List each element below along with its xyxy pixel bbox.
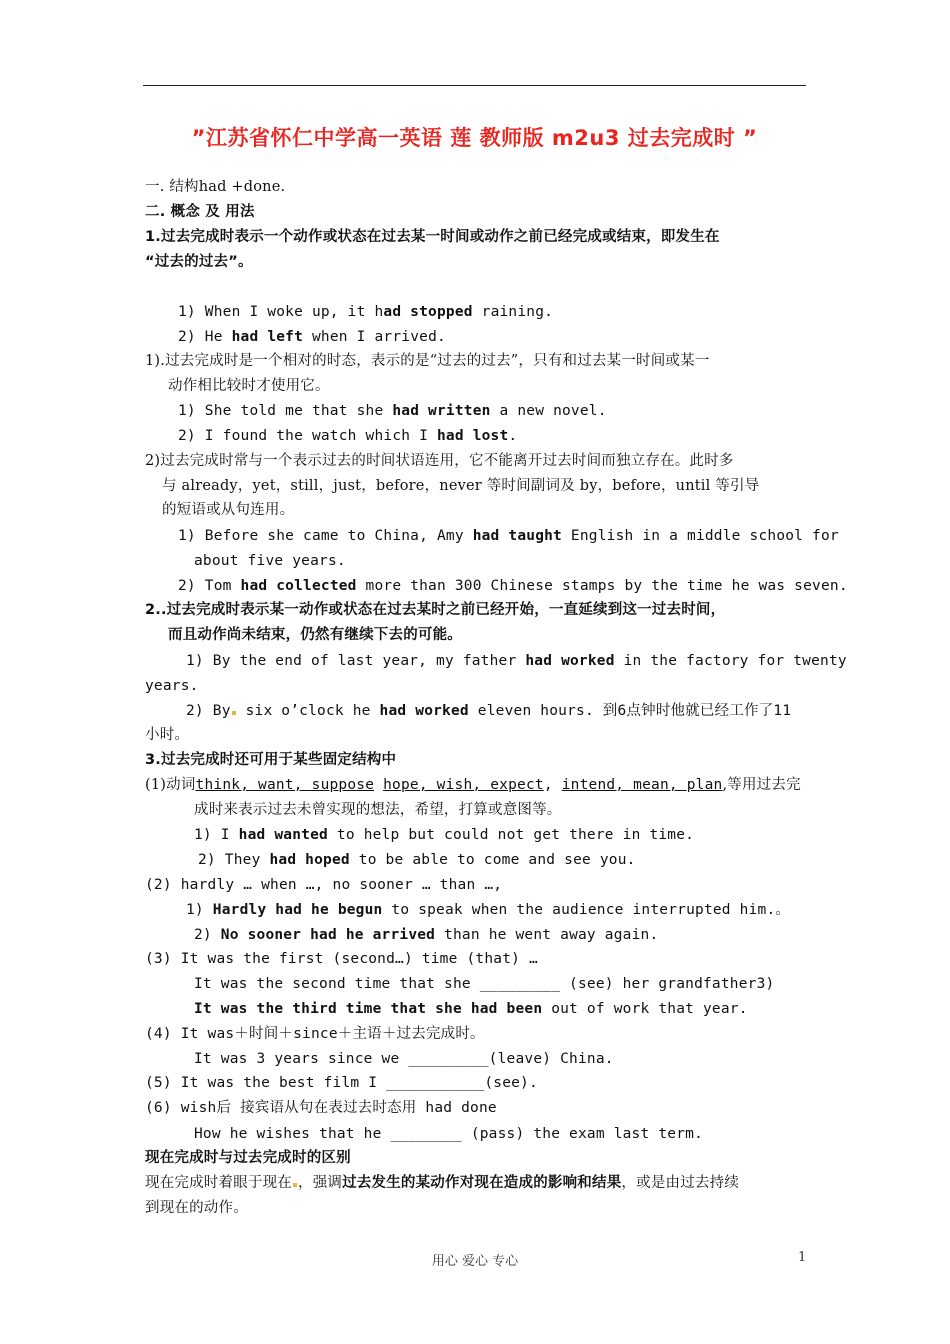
point3-heading: 3.过去完成时还可用于某些固定结构中: [145, 752, 397, 768]
difference-text: 现在完成时着眼于现在 ，强调过去发生的某动作对现在造成的影响和结果，或是由过去持续: [145, 1175, 740, 1191]
example-13: It was the second time that she _________ (see) her grandfather3): [194, 976, 775, 992]
example-2: 2) He had left when I arrived.: [178, 329, 446, 345]
page-footer: 用心 爱心 专心: [431, 1254, 519, 1269]
example-4: 2) I found the watch which I had lost.: [178, 428, 518, 444]
example-5-cont: about five years.: [194, 553, 346, 569]
example-16: How he wishes that he ________ (pass) the exam last term.: [194, 1126, 703, 1142]
example-12: 2) No sooner had he arrived than he went away again.: [194, 927, 659, 943]
structure-1: (1)动词think, want, suppose hope, wish, expect, intend, mean, plan,等用过去完: [145, 777, 801, 793]
structure-1-cont: 成时来表示过去未曾实现的想法，希望，打算或意图等。: [194, 802, 562, 818]
point2-heading: 2..过去完成时表示某一动作或状态在过去某时之前已经开始，一直延续到这一过去时间，: [145, 602, 726, 618]
example-5: 1) Before she came to China, Amy had taught English in a middle school for: [178, 528, 839, 544]
structure-6: (6) wish后 接宾语从句在表过去时态用 had done: [145, 1100, 497, 1116]
page-title: ”江苏省怀仁中学高一英语 莲 教师版 m2u3 过去完成时 ”: [191, 126, 758, 150]
example-8: 2) By six o’clock he had worked eleven hours. 到6点钟时他就已经工作了11: [186, 703, 792, 719]
note-2-cont2: 的短语或从句连用。: [162, 502, 295, 518]
example-8-cont: 小时。: [145, 727, 190, 743]
structure-5: (5) It was the best film I ___________(see).: [145, 1075, 538, 1091]
note-1: 1).过去完成时是一个相对的时态，表示的是“过去的过去”，只有和过去某一时间或某一: [145, 353, 710, 369]
example-1: 1) When I woke up, it had stopped raining.: [178, 304, 554, 320]
section-usage: 二. 概念 及 用法: [145, 204, 255, 220]
example-6: 2) Tom had collected more than 300 Chinese stamps by the time he was seven.: [178, 578, 848, 594]
structure-2: (2) hardly … when …, no sooner … than …,: [145, 877, 503, 893]
example-10: 2) They had hoped to be able to come and see you.: [198, 852, 636, 868]
note-2-cont: 与 already，yet，still，just，before，never 等时间副词及 by，before，until 等引导: [162, 478, 760, 494]
example-3: 1) She told me that she had written a new novel.: [178, 403, 607, 419]
structure-3: (3) It was the first (second…) time (that) …: [145, 951, 538, 967]
example-14: It was the third time that she had been out of work that year.: [194, 1001, 748, 1017]
page-number: 1: [798, 1250, 807, 1265]
note-2: 2)过去完成时常与一个表示过去的时间状语连用，它不能离开过去时间而独立存在。此时多: [145, 453, 734, 469]
example-11: 1) Hardly had he begun to speak when the audience interrupted him.。: [186, 902, 791, 918]
note-1-cont: 动作相比较时才使用它。: [168, 378, 330, 394]
section-structure: 一. 结构had +done.: [145, 179, 286, 195]
mark-dot: [232, 711, 236, 715]
example-9: 1) I had wanted to help but could not get there in time.: [194, 827, 695, 843]
difference-heading: 现在完成时与过去完成时的区别: [145, 1150, 351, 1166]
point2-heading-cont: 而且动作尚未结束，仍然有继续下去的可能。: [168, 627, 462, 643]
mark-dot: [293, 1183, 297, 1187]
point1-heading: 1.过去完成时表示一个动作或状态在过去某一时间或动作之前已经完成或结束，即发生在: [145, 229, 720, 245]
header-rule: [143, 85, 806, 86]
structure-4: (4) It was＋时间＋since＋主语＋过去完成时。: [145, 1026, 485, 1042]
example-15: It was 3 years since we _________(leave) China.: [194, 1051, 614, 1067]
example-7: 1) By the end of last year, my father had worked in the factory for twenty: [186, 653, 847, 669]
point1-heading-cont: “过去的过去”。: [145, 254, 253, 270]
example-7-cont: years.: [145, 678, 199, 694]
difference-text-cont: 到现在的动作。: [145, 1200, 248, 1216]
